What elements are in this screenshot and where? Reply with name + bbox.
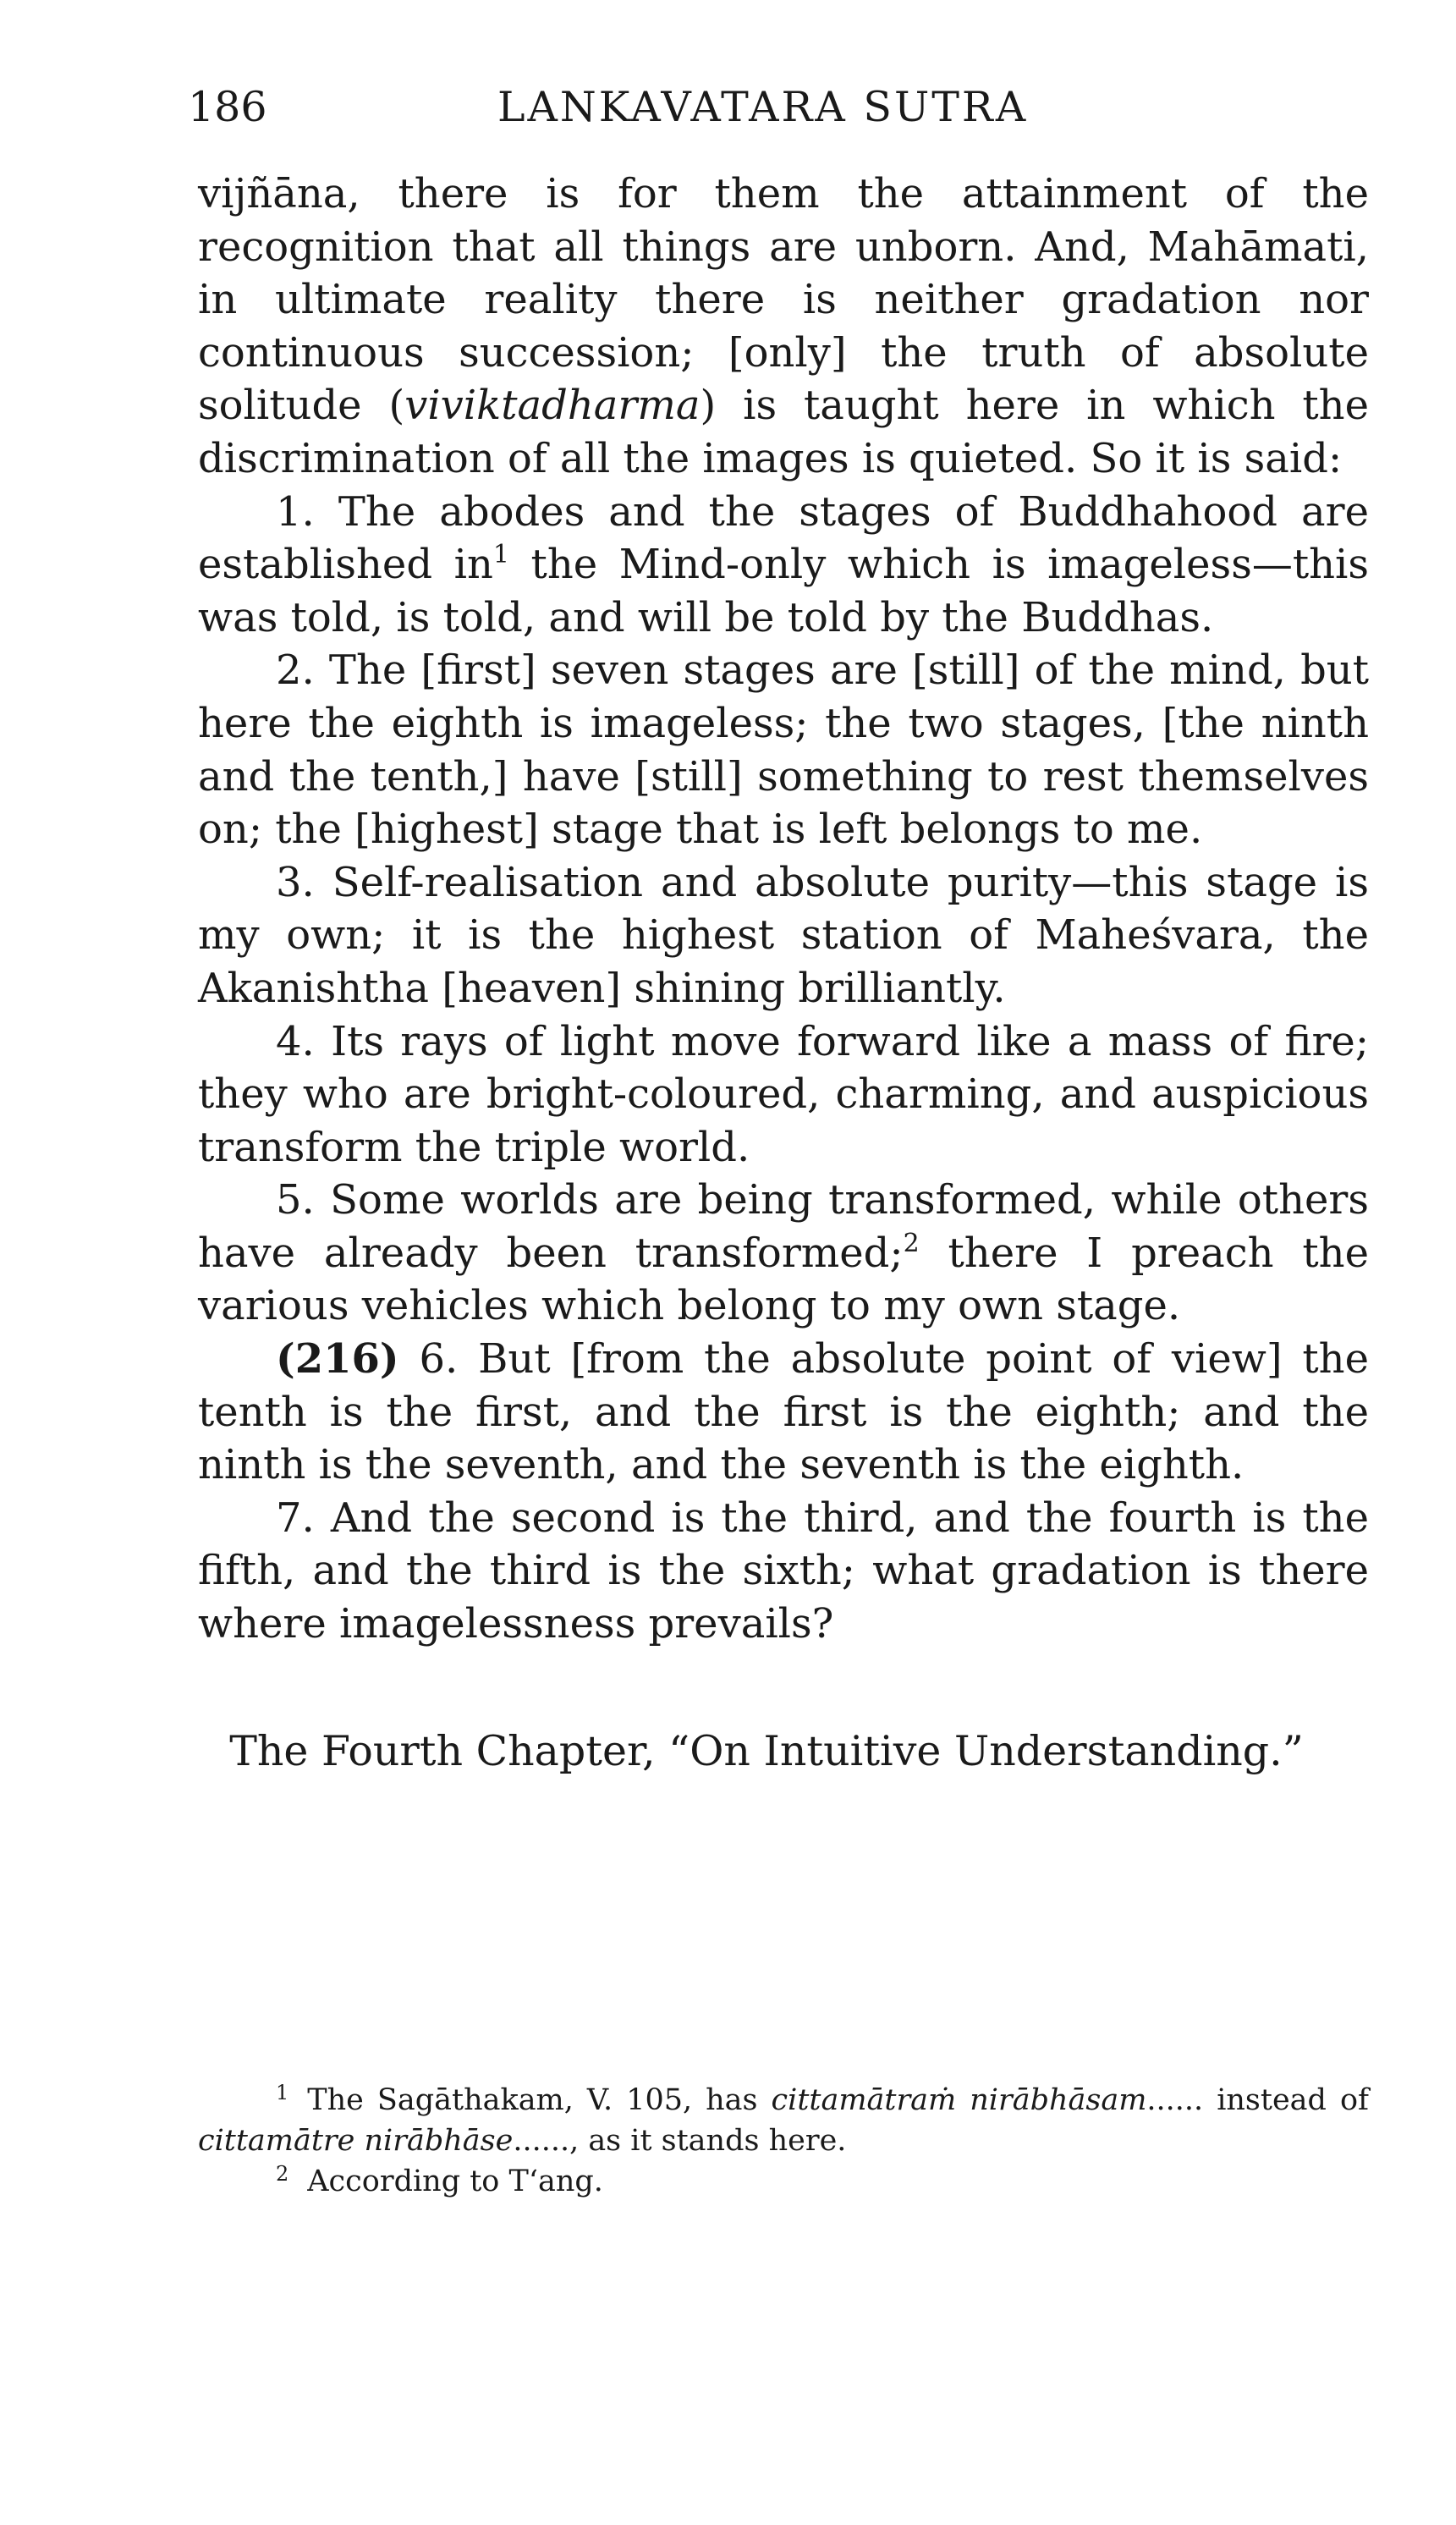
footnote-1-italic-a: cittamātraṁ nirābhāsam [771,2083,1147,2117]
verse-1-text-b: the Mind-only which is imageless—this was told, is told, and will be told by the Buddhas. [198,541,1370,641]
opening-text-2: ) is taught here in which the discrimination of all the images is quieted. So it is said: [198,382,1370,482]
verse-4: 4. Its rays of light move forward like a mass of fire; they who are bright-coloured, charming, and auspicious transform the triple world. [198,1017,1369,1171]
sanskrit-page-ref: (216) [276,1335,399,1384]
footnote-2-marker: 2 [276,2162,289,2186]
running-title: LANKAVATARA SUTRA [497,83,1029,131]
footnote-1-italic-b: cittamātre nirābhāse [198,2124,514,2158]
footnote-ref-2: 2 [903,1228,920,1258]
verse-1 [198,486,1369,645]
opening-paragraph [198,168,1369,486]
footnote-ref-1: 1 [492,540,509,570]
footnote-1-text-b: ...... instead of [1146,2083,1369,2117]
footnote-2 [198,2161,1369,2202]
verse-6 [198,1333,1369,1492]
footnote-1-text-c: ......, as it stands here. [513,2124,847,2158]
verse-2: 2. The [first] seven stages are [still] of the mind, but here the eighth is imageless; the two stages, [the ninth and the tenth,] have [still] something to rest themselves on; the [highest] stage that is left belongs to me. [198,646,1369,854]
sanskrit-term: viviktadharma [404,382,701,430]
verse-7: 7. And the second is the third, and the fourth is the fifth, and the third is the sixth; what gradation is there where imagelessness prevails? [198,1494,1369,1648]
footnotes [198,2080,1369,2202]
page-header [188,78,1369,137]
footnote-2-text: According to T‘ang. [307,2165,603,2198]
verse-5-text-b: there I preach the various vehicles which belong to my own stage. [198,1229,1370,1330]
verse-6-text: 6. But [from the absolute point of view] the tenth is the first, and the first is the eighth; and the ninth is the seventh, and the seventh is the eighth. [198,1335,1369,1489]
main-text [198,168,1369,1651]
footnote-1 [198,2080,1369,2161]
opening-text-1: vijñāna, there is for them the attainment of the recognition that all things are unborn. And, Mahāmati, in ultimate reality there is neither gradation nor continuous succession; [only] the truth of absolute solitude ( [198,170,1369,430]
verse-5-text-a: 5. Some worlds are being transformed, while others have already been transformed; [198,1176,1369,1277]
verse-5 [198,1174,1369,1333]
footnote-1-marker: 1 [276,2081,289,2104]
chapter-end-title: The Fourth Chapter, “On Intuitive Understanding.” [229,1727,1304,1775]
footnote-1-text-a: The Sagāthakam, V. 105, has [307,2083,772,2117]
page-number: 186 [188,83,267,131]
verse-3: 3. Self-realisation and absolute purity—this stage is my own; it is the highest station of Maheśvara, the Akanishtha [heaven] shining brilliantly. [198,858,1369,1012]
verse-1-text-a: 1. The abodes and the stages of Buddhahood are established in [198,487,1369,589]
